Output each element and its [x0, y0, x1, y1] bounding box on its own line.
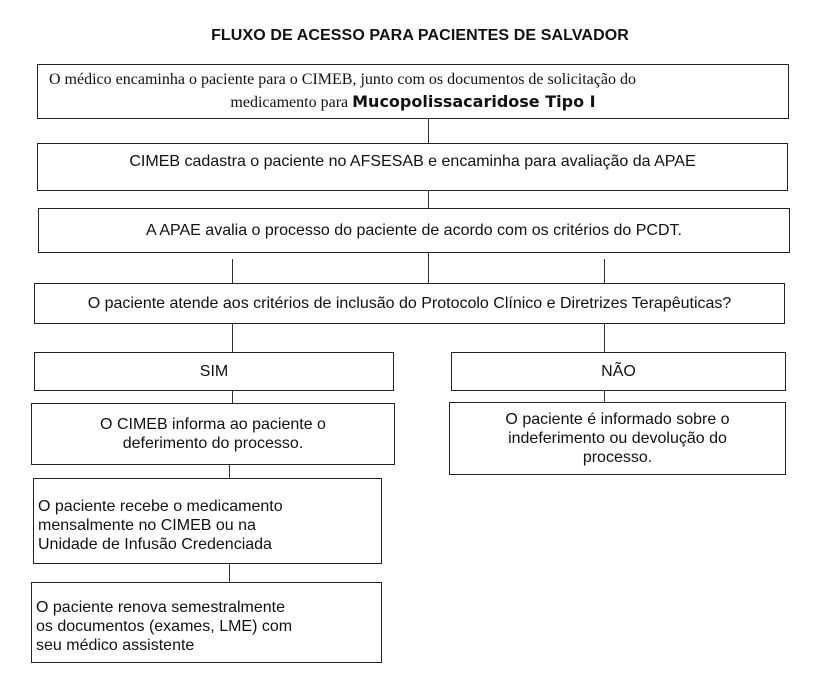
receive-line: O paciente recebe o medicamento	[38, 497, 283, 515]
branch-no-label-text: NÃO	[601, 363, 636, 380]
disease-name: Mucopolissacaridose Tipo I	[352, 92, 596, 111]
connector-no-result	[604, 391, 605, 402]
yes-result-approval	[31, 403, 395, 465]
renew-line: O paciente renova semestralmente	[36, 599, 286, 616]
decision-question	[34, 283, 785, 324]
no-result-line: processo.	[582, 449, 653, 466]
connector-3-q-right	[604, 259, 605, 283]
step-doctor-referral	[37, 64, 789, 119]
step-cimeb-registration	[37, 143, 788, 191]
step-doctor-referral-line2	[230, 91, 595, 114]
no-result-line: indeferimento ou devolução do	[508, 430, 727, 447]
renew-line: seu médico assistente	[36, 637, 195, 654]
diagram-title: FLUXO DE ACESSO PARA PACIENTES DE SALVADOR	[211, 27, 629, 44]
receive-line: mensalmente no CIMEB ou na	[38, 516, 256, 534]
renew-line: os documentos (exames, LME) com	[36, 618, 293, 635]
branch-no-label	[451, 352, 786, 391]
decision-question-text: O paciente atende aos critérios de inclusão do Protocolo Clínico e Diretrizes Terapêuticas?	[87, 295, 732, 312]
no-result-rejection	[449, 402, 786, 475]
connector-3-q-center	[428, 253, 429, 283]
receive-line: Unidade de Infusão Credenciada	[38, 535, 272, 553]
connector-q-yes	[232, 324, 233, 352]
step-apae-evaluation-text: A APAE avalia o processo do paciente de acordo com os critérios do PCDT.	[146, 222, 682, 239]
step-apae-evaluation	[38, 208, 790, 253]
connector-3-q-left	[232, 259, 233, 283]
branch-yes-label	[34, 352, 394, 391]
no-result-line: O paciente é informado sobre o	[505, 411, 730, 428]
connector-2-3	[428, 191, 429, 209]
connector-yes-next2	[229, 564, 230, 582]
connector-yes-next1	[229, 465, 230, 478]
yes-result-line: deferimento do processo.	[122, 435, 304, 452]
branch-yes-label-text: SIM	[199, 363, 229, 380]
step-cimeb-registration-text: CIMEB cadastra o paciente no AFSESAB e encaminha para avaliação da APAE	[129, 153, 696, 170]
connector-q-no	[604, 324, 605, 352]
step-doctor-referral-prefix: medicamento para	[230, 94, 353, 111]
connector-yes-result	[232, 391, 233, 403]
step-doctor-referral-line1: O médico encaminha o paciente para o CIMEB, junto com os documentos de solicitação do	[49, 71, 636, 88]
yes-renew-documents	[31, 582, 382, 663]
yes-receive-medication	[33, 478, 382, 564]
yes-result-line: O CIMEB informa ao paciente o	[100, 416, 326, 433]
connector-1-2	[428, 119, 429, 143]
